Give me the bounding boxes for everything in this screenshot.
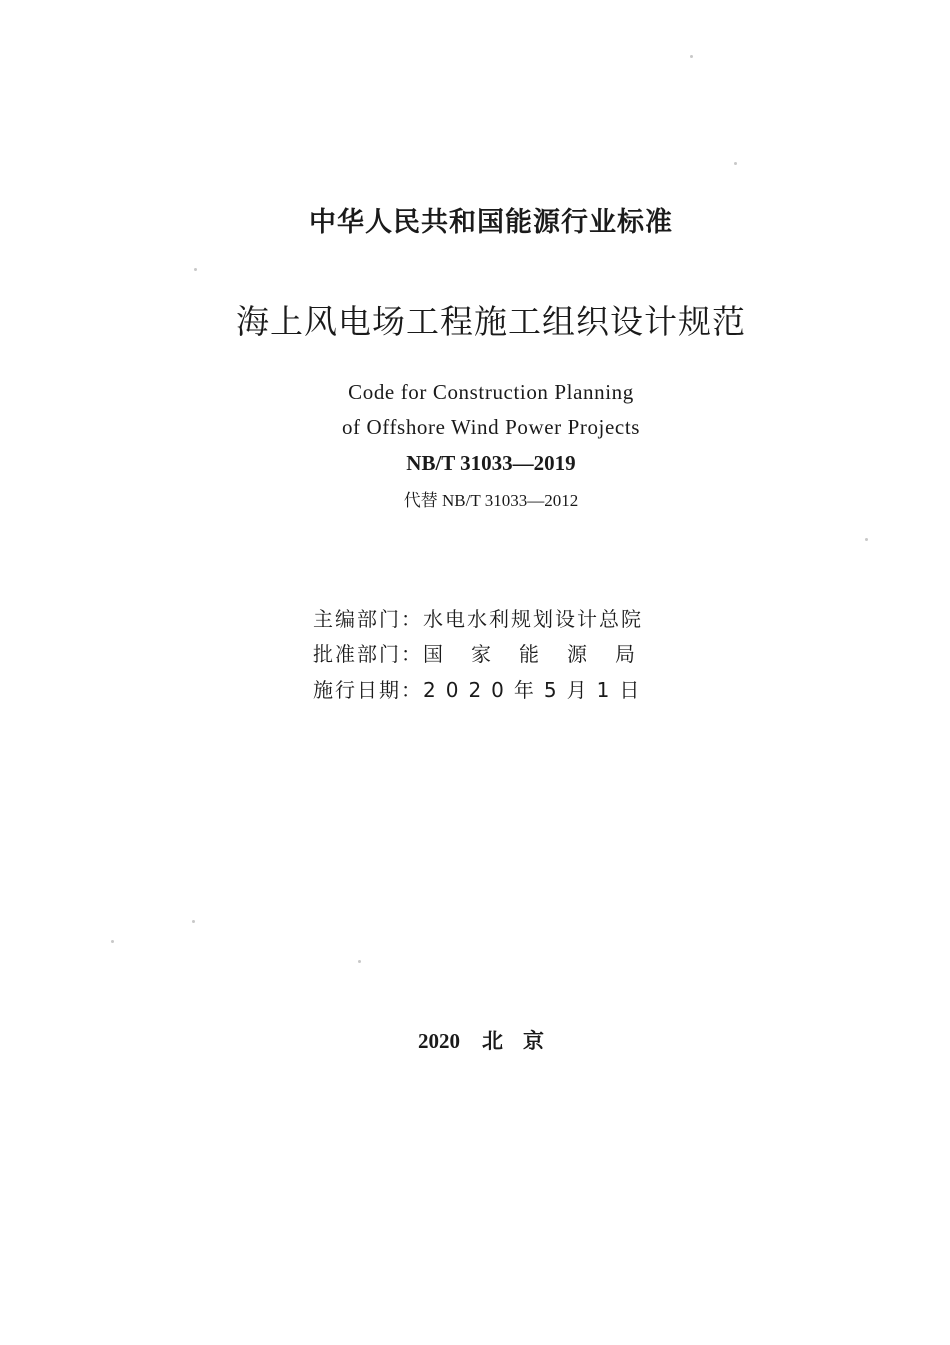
standard-category: 中华人民共和国能源行业标准 — [309, 207, 673, 238]
scan-speck — [192, 920, 195, 923]
imprint-year: 2020 — [418, 1029, 460, 1053]
imprint — [16, 1025, 950, 1055]
effective-date-label: 施行日期： — [313, 678, 423, 702]
approver-row — [313, 638, 663, 667]
effective-date-value: 2020年5月1日 — [423, 678, 650, 702]
scan-speck — [111, 940, 114, 943]
effective-date-row — [313, 674, 649, 703]
title-english-line-2: of Offshore Wind Power Projects — [341, 415, 641, 439]
scan-speck — [358, 960, 361, 963]
editor-row — [313, 603, 643, 632]
approver-value: 国家能源局 — [423, 642, 663, 666]
standard-number: NB/T 31033—2019 — [406, 451, 576, 475]
editor-label: 主编部门： — [313, 607, 423, 631]
editor-value: 水电水利规划设计总院 — [423, 607, 643, 631]
scan-speck — [194, 268, 197, 271]
scan-speck — [734, 162, 737, 165]
approver-label: 批准部门： — [313, 642, 423, 666]
replaces-standard: 代替 NB/T 31033—2012 — [403, 491, 579, 510]
title-chinese: 海上风电场工程施工组织设计规范 — [236, 302, 746, 341]
scan-speck — [690, 55, 693, 58]
title-english-line-1: Code for Construction Planning — [348, 380, 634, 404]
imprint-city: 北京 — [482, 1029, 564, 1053]
scan-speck — [865, 538, 868, 541]
